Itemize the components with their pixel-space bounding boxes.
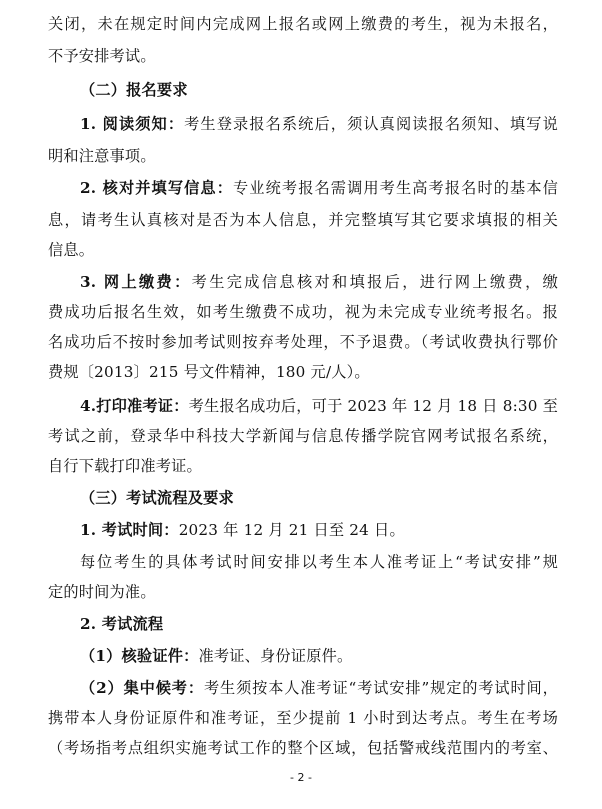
item-read-notice-label: 1. 阅读须知： — [80, 115, 185, 133]
item-print-admission-label: 4.打印准考证： — [80, 397, 189, 415]
item-waiting-line-2: 携带本人身份证原件和准考证，至少提前 1 小时到达考点。考生在考场 — [48, 709, 558, 727]
item-verify-info-label: 2. 核对并填写信息： — [80, 179, 234, 197]
item-online-payment-line-4: 费规〔2013〕215 号文件精神，180 元/人）。 — [48, 363, 370, 381]
paragraph-exam-arrangement-line-2: 定的时间为准。 — [48, 583, 156, 601]
item-verify-info-line-3: 信息。 — [48, 241, 95, 259]
paragraph-registration-close-line-2: 不予安排考试。 — [48, 47, 156, 65]
item-verify-info-line-1 — [80, 178, 558, 198]
item-verify-documents-text: 准考证、身份证原件。 — [198, 647, 353, 665]
item-print-admission-text: 考生报名成功后，可于 2023 年 12 月 18 日 8:30 至 — [188, 397, 559, 415]
section-heading-registration-requirements: （二）报名要求 — [80, 81, 188, 99]
item-print-admission-line-2: 考试之前，登录华中科技大学新闻与信息传播学院官网考试报名系统， — [48, 427, 558, 445]
paragraph-registration-close-line-1: 关闭，未在规定时间内完成网上报名或网上缴费的考生，视为未报名， — [48, 15, 558, 33]
subheading-exam-flow: 2. 考试流程 — [80, 615, 164, 633]
item-waiting-text: 考生须按本人准考证“考试安排”规定的考试时间， — [203, 679, 558, 697]
item-online-payment-line-1 — [80, 272, 558, 292]
item-waiting-line-1 — [80, 678, 558, 698]
item-read-notice-line-2: 明和注意事项。 — [48, 147, 156, 165]
item-print-admission-line-1 — [80, 396, 558, 416]
paragraph-exam-arrangement-line-1: 每位考生的具体考试时间安排以考生本人准考证上“考试安排”规 — [80, 553, 558, 571]
item-waiting-label: （2）集中候考： — [80, 679, 204, 697]
section-heading-exam-process: （三）考试流程及要求 — [80, 489, 234, 507]
item-waiting-line-3: （考场指考点组织实施考试工作的整个区域，包括警戒线范围内的考室、 — [48, 739, 558, 757]
item-verify-info-text: 专业统考报名需调用考生高考报名时的基本信 — [233, 179, 559, 197]
item-verify-info-line-2: 息，请考生认真核对是否为本人信息，并完整填写其它要求填报的相关 — [48, 211, 558, 229]
item-read-notice-line-1 — [80, 114, 558, 134]
item-online-payment-label: 3. 网上缴费： — [80, 273, 192, 291]
item-online-payment-text: 考生完成信息核对和填报后，进行网上缴费，缴 — [191, 273, 559, 291]
item-online-payment-line-3: 名成功后不按时参加考试则按弃考处理，不予退费。（考试收费执行鄂价 — [48, 333, 558, 351]
item-verify-documents — [80, 646, 558, 666]
item-exam-time-label: 1. 考试时间： — [80, 521, 179, 539]
item-online-payment-line-2: 费成功后报名生效，如考生缴费不成功，视为未完成专业统考报名。报 — [48, 303, 558, 321]
item-print-admission-line-3: 自行下载打印准考证。 — [48, 457, 202, 475]
item-read-notice-text: 考生登录报名系统后，须认真阅读报名须知、填写说 — [184, 115, 558, 133]
item-verify-documents-label: （1）核验证件： — [80, 647, 199, 665]
item-exam-time — [80, 520, 558, 540]
page-number: - 2 - — [290, 771, 312, 784]
item-exam-time-text: 2023 年 12 月 21 日至 24 日。 — [178, 521, 405, 539]
